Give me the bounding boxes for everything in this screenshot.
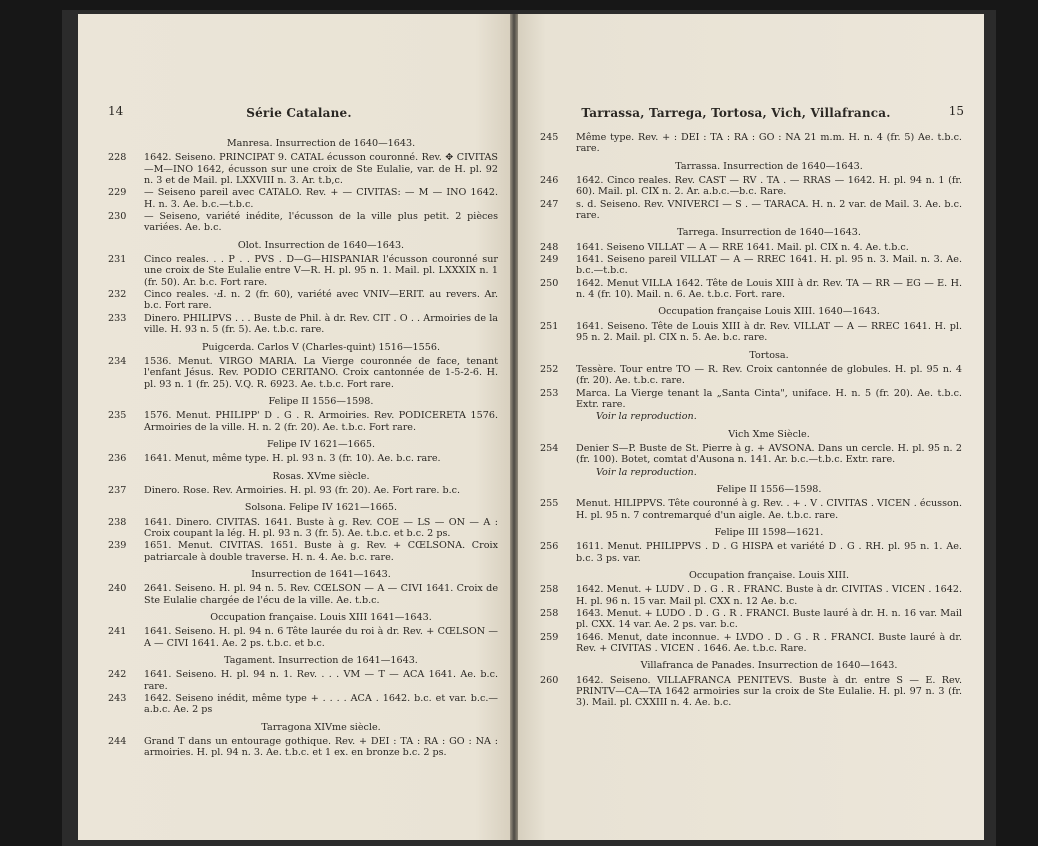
right-page	[518, 14, 984, 840]
entry-number: 244	[108, 736, 127, 748]
section-heading: Tarragona XIVme siècle.	[261, 721, 381, 733]
entry-description: — Seiseno pareil avec CATALO. Rev. + — CIVITAS: — M — INO 1642. H. n. 3. Ae. b.c.—t.b.c.	[144, 187, 498, 210]
entry-description: 1641. Seiseno. H. pl. 94 n. 1. Rev. . . . VM — T — ACA 1641. Ae. b.c. rare.	[144, 669, 498, 692]
right-page-number: 15	[948, 104, 964, 118]
section-heading: Puigcerda. Carlos V (Charles-quint) 1516—1556.	[201, 341, 441, 353]
entry-description: Denier S—P. Buste de St. Pierre à g. + AVSONA. Dans un cercle. H. pl. 95 n. 2 (fr. 100). Botet, comtat d'Ausona n. 141. Ar. b.c.—t.b.c. Extr. rare.	[576, 442, 962, 466]
entry-number: 241	[108, 626, 127, 638]
catalogue-entry	[108, 152, 498, 186]
right-running-head: Tarrassa, Tarrega, Tortosa, Vich, Villafranca.	[581, 106, 891, 120]
entry-description: Dinero. PHILIPVS . . . Buste de Phil. à dr. Rev. CIT . O . . Armoiries de la ville. H. 93 n. 5 (fr. 5). Ae. t.b.c. rare.	[144, 312, 498, 336]
catalogue-entry	[108, 693, 498, 716]
entry-number: 229	[108, 187, 127, 199]
catalogue-entry	[540, 175, 962, 198]
entry-number: 235	[108, 410, 127, 422]
catalogue-entry	[540, 254, 962, 277]
catalogue-entry	[108, 669, 498, 692]
entry-description: 1641. Seiseno. H. pl. 94 n. 6 Tête laurée du roi à dr. Rev. + CŒLSON — A — CIVI 1641. Ae. 2 ps. t.b.c. et b.c.	[144, 626, 498, 649]
catalogue-entry	[108, 313, 498, 336]
reproduction-note: Voir la reproduction.	[596, 466, 697, 478]
entry-description: 1643. Menut. + LUDO . D . G . R . FRANCI. Buste lauré à dr. H. n. 16 var. Mail pl. CXX. 14 var. Ae. 2 ps. var. b.c.	[576, 608, 962, 631]
section-heading: Occupation française. Louis XIII 1641—1643.	[210, 612, 432, 624]
catalogue-entry	[108, 517, 498, 540]
catalogue-entry	[540, 443, 962, 466]
section-heading: Felipe II 1556—1598.	[268, 395, 374, 407]
entry-number: 240	[108, 583, 127, 595]
entry-number: 256	[540, 541, 559, 553]
section-heading: Vich Xme Siècle.	[728, 428, 810, 440]
catalogue-entry	[108, 540, 498, 563]
right-catalogue-column	[540, 132, 962, 710]
entry-number: 243	[108, 693, 127, 705]
catalogue-entry	[108, 187, 498, 210]
catalogue-entry	[540, 132, 962, 155]
entry-number: 237	[108, 484, 127, 496]
catalogue-entry	[540, 278, 962, 301]
catalogue-entry	[108, 583, 498, 606]
section-heading: Rosas. XVme siècle.	[272, 470, 370, 482]
entry-number: 236	[108, 453, 127, 465]
catalogue-entry	[540, 584, 962, 607]
section-heading: Tortosa.	[749, 349, 789, 361]
entry-number: 251	[540, 320, 559, 332]
entry-description: Cinco reales. ·Ⅎ. n. 2 (fr. 60), variété avec VNIV—ERIT. au revers. Ar. b.c. Fort rare.	[144, 289, 498, 312]
catalogue-entry	[540, 321, 962, 344]
catalogue-entry	[108, 211, 498, 234]
catalogue-entry	[108, 453, 498, 464]
entry-number: 260	[540, 674, 559, 686]
entry-number: 234	[108, 355, 127, 367]
catalogue-entry	[108, 736, 498, 759]
section-heading: Felipe III 1598—1621.	[714, 526, 824, 538]
catalogue-entry	[540, 675, 962, 709]
section-heading: Occupation française. Louis XIII.	[688, 570, 850, 581]
section-heading: Tarrega. Insurrection de 1640—1643.	[677, 227, 861, 239]
entry-number: 228	[108, 152, 127, 164]
section-heading: Olot. Insurrection de 1640—1643.	[237, 239, 405, 251]
section-heading: Solsona. Felipe IV 1621—1665.	[244, 502, 398, 514]
entry-number: 247	[540, 198, 559, 210]
entry-description: Cinco reales. . . P . . PVS . D—G—HISPANIAR l'écusson couronné sur une croix de Ste Eulalie entre V—R. H. pl. 95 n. 1. Mail. pl. LXXXIX n. 1 (fr. 50). Ar. b.c. Fort rare.	[144, 254, 498, 288]
entry-number: 245	[540, 132, 559, 143]
section-heading: Felipe II 1556—1598.	[716, 483, 822, 495]
catalogue-entry	[540, 388, 962, 411]
entry-number: 231	[108, 254, 127, 266]
entry-description: 1641. Dinero. CIVITAS. 1641. Buste à g. Rev. COE — LS — ON — A : Croix coupant la lég. H. pl. 93 n. 3 (fr. 5). Ae. t.b.c. et b.c. 2 ps.	[144, 516, 498, 539]
entry-description: 1642. Menut VILLA 1642. Tête de Louis XIII à dr. Rev. TA — RR — EG — E. H. n. 4 (fr. 10). Mail. n. 6. Ae. t.b.c. Fort. rare.	[576, 277, 962, 301]
section-heading: Occupation française Louis XIII. 1640—1643.	[658, 306, 880, 318]
entry-description: 1642. Menut. + LUDV . D . G . R . FRANC. Buste à dr. CIVITAS . VICEN . 1642. H. pl. 96 n. 15 var. Mail pl. CXX n. 12 Ae. b.c.	[576, 584, 962, 607]
entry-description: 1536. Menut. VIRGO MARIA. La Vierge couronnée de face, tenant l'enfant Jésus. Rev. PODIO CERITANO. Croix cantonnée de 1-5-2-6. H. pl. 93 n. 1 (fr. 25). V.Q. R. 6923. Ae. t.b.c. Fort rare.	[144, 355, 498, 390]
entry-number: 258	[540, 608, 559, 620]
entry-number: 239	[108, 540, 127, 552]
left-page-number: 14	[108, 104, 124, 118]
entry-number: 252	[540, 363, 559, 375]
section-heading: Tarrassa. Insurrection de 1640—1643.	[675, 160, 863, 172]
catalogue-entry	[540, 632, 962, 655]
entry-number: 246	[540, 175, 559, 187]
catalogue-entry	[108, 410, 498, 433]
section-heading: Felipe IV 1621—1665.	[266, 438, 376, 450]
entry-description: Même type. Rev. + : DEI : TA : RA : GO : NA 21 m.m. H. n. 4 (fr. 5) Ae. t.b.c. rare.	[576, 132, 962, 155]
entry-description: 1576. Menut. PHILIPP' D . G . R. Armoiries. Rev. PODICERETA 1576. Armoiries de la ville. H. n. 2 (fr. 20). Ae. t.b.c. Fort rare.	[144, 410, 498, 433]
catalogue-entry	[108, 289, 498, 312]
entry-description: Dinero. Rose. Rev. Armoiries. H. pl. 93 (fr. 20). Ae. Fort rare. b.c.	[144, 484, 461, 496]
entry-number: 255	[540, 498, 559, 510]
catalogue-entry	[108, 626, 498, 649]
catalogue-entry	[540, 242, 962, 253]
catalogue-entry	[540, 364, 962, 387]
entry-description: Grand T dans un entourage gothique. Rev. + DEI : TA : RA : GO : NA : armoiries. H. pl. 94 n. 3. Ae. t.b.c. et 1 ex. en bronze b.c. 2 ps.	[144, 736, 498, 759]
reproduction-note: Voir la reproduction.	[596, 411, 697, 423]
entry-description: 2641. Seiseno. H. pl. 94 n. 5. Rev. CŒLSON — A — CIVI 1641. Croix de Ste Eulalie chargée de l'écu de la ville. Ae. t.b.c.	[144, 583, 498, 606]
entry-number: 249	[540, 254, 559, 266]
entry-description: 1641. Seiseno VILLAT — A — RRE 1641. Mail. pl. CIX n. 4. Ae. t.b.c.	[576, 241, 909, 253]
entry-number: 242	[108, 669, 127, 681]
catalogue-entry	[540, 498, 962, 521]
entry-number: 232	[108, 289, 127, 301]
entry-description: 1642. Cinco reales. Rev. CAST — RV . TA . — RRAS — 1642. H. pl. 94 n. 1 (fr. 60). Mail. pl. CIX n. 2. Ar. a.b.c.—b.c. Rare.	[576, 175, 962, 198]
entry-number: 230	[108, 211, 127, 223]
catalogue-entry	[540, 199, 962, 222]
entry-description: 1641. Seiseno. Tête de Louis XIII à dr. Rev. VILLAT — A — RREC 1641. H. pl. 95 n. 2. Mail. pl. CIX n. 5. Ae. b.c. rare.	[576, 320, 962, 344]
entry-description: 1611. Menut. PHILIPPVS . D . G HISPA et variété D . G . RH. pl. 95 n. 1. Ae. b.c. 3 ps. var.	[576, 541, 962, 564]
catalogue-entry	[108, 485, 498, 496]
entry-number: 233	[108, 312, 127, 324]
catalogue-entry	[540, 541, 962, 564]
catalogue-entry	[108, 356, 498, 390]
entry-description: 1642. Seiseno. VILLAFRANCA PENITEVS. Buste à dr. entre S — E. Rev. PRINTV—CA—TA 1642 armoiries sur la croix de Ste Eulalie. H. pl. 97 n. 3 (fr. 3). Mail. pl. CXXIII n. 4. Ae. b.c.	[576, 674, 962, 709]
entry-number: 250	[540, 277, 559, 289]
entry-description: — Seiseno, variété inédite, l'écusson de la ville plus petit. 2 pièces variées. Ae. b.c.	[144, 211, 498, 234]
entry-number: 254	[540, 442, 559, 454]
section-heading: Insurrection de 1641—1643.	[251, 569, 391, 580]
section-heading: Tagament. Insurrection de 1641—1643.	[224, 655, 418, 667]
catalogue-entry	[540, 608, 962, 631]
entry-number: 259	[540, 631, 559, 643]
entry-description: Marca. La Vierge tenant la „Santa Cinta", uniface. H. n. 5 (fr. 20). Ae. t.b.c. Extr. rare.	[576, 387, 962, 410]
entry-number: 248	[540, 241, 559, 253]
entry-description: 1642. Seiseno inédit, même type + . . . . ACA . 1642. b.c. et var. b.c.— a.b.c. Ae. 2 ps	[144, 693, 498, 716]
entry-description: 1646. Menut, date inconnue. + LVDO . D . G . R . FRANCI. Buste lauré à dr. Rev. + CIVITAS . VICEN . 1646. Ae. t.b.c. Rare.	[576, 631, 962, 655]
left-catalogue-column	[108, 132, 498, 760]
entry-description: 1651. Menut. CIVITAS. 1651. Buste à g. Rev. + CŒLSONA. Croix patriarcale à double traverse. H. n. 4. Ae. b.c. rare.	[144, 540, 498, 563]
entry-number: 238	[108, 516, 127, 528]
entry-number: 253	[540, 387, 559, 399]
left-running-head: Série Catalane.	[246, 106, 352, 120]
entry-number: 258	[540, 584, 559, 596]
section-heading: Manresa. Insurrection de 1640—1643.	[226, 138, 416, 149]
left-page	[78, 14, 510, 840]
book-gutter	[510, 14, 518, 840]
entry-description: Menut. HILIPPVS. Tête couronné à g. Rev. . + . V . CIVITAS . VICEN . écusson. H. pl. 95 n. 7 contremarqué d'un aigle. Ae. t.b.c. rare.	[576, 498, 962, 521]
entry-description: 1642. Seiseno. PRINCIPAT 9. CATAL écusson couronné. Rev. ✥ CIVITAS—M—INO 1642, écusson sur une croix de Ste Eulalie, var. de H. pl. 92 n. 3 et de Mail. pl. LXXVIII n. 3. Ar. t.b,c.	[144, 152, 498, 187]
entry-description: 1641. Menut, même type. H. pl. 93 n. 3 (fr. 10). Ae. b.c. rare.	[144, 453, 441, 465]
entry-description: Tessère. Tour entre TO — R. Rev. Croix cantonnée de globules. H. pl. 95 n. 4 (fr. 20). Ae. t.b.c. rare.	[576, 363, 962, 387]
catalogue-entry	[108, 254, 498, 288]
entry-description: 1641. Seiseno pareil VILLAT — A — RREC 1641. H. pl. 95 n. 3. Mail. n. 3. Ae. b.c.—t.b.c.	[576, 254, 962, 277]
entry-description: s. d. Seiseno. Rev. VNIVERCI — S . — TARACA. H. n. 2 var. de Mail. 3. Ae. b.c. rare.	[576, 198, 962, 222]
section-heading: Villafranca de Panades. Insurrection de 1640—1643.	[640, 660, 898, 672]
